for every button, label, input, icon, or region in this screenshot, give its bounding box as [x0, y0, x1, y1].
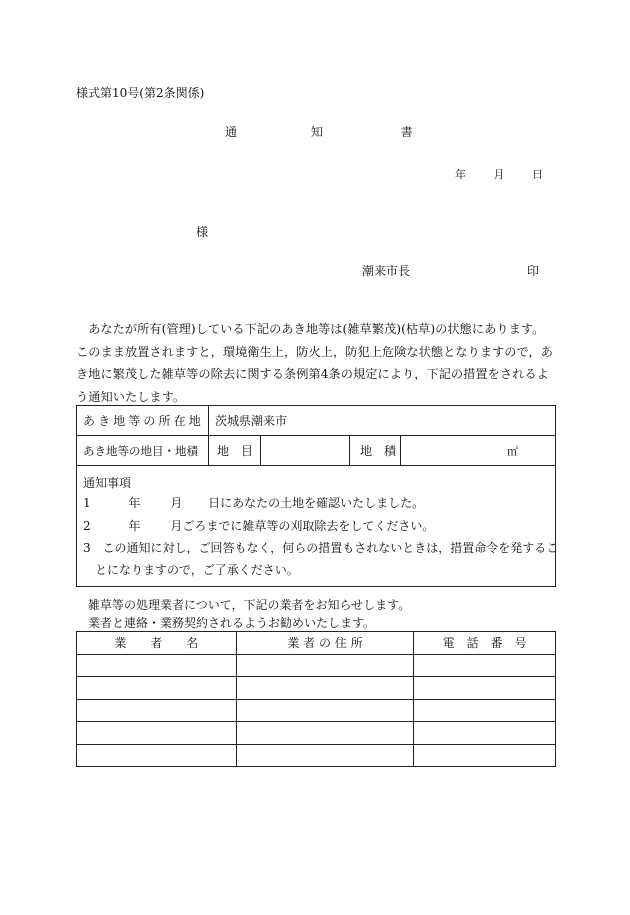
- document-title: [225, 123, 413, 140]
- notice-section: [76, 465, 559, 587]
- land-info-row: [76, 435, 556, 466]
- date-year: 年: [455, 168, 466, 181]
- sender-name: 潮来市長: [362, 264, 411, 278]
- notice-title: 通知事項: [83, 476, 132, 490]
- notice-item-month: 月: [170, 496, 183, 510]
- table-cell: [414, 677, 556, 700]
- notice-item-year: 年: [128, 519, 141, 533]
- body-paragraph: [76, 318, 556, 408]
- divider: [208, 406, 209, 435]
- title-char: 書: [400, 125, 413, 139]
- table-cell: [77, 677, 237, 700]
- header-business-name: 業 者 名: [77, 632, 237, 655]
- divider: [349, 436, 350, 465]
- location-label: あき地等の所在地: [83, 414, 204, 428]
- table-cell: [77, 654, 237, 677]
- land-info-label: あき地等の地目・地積: [83, 443, 198, 458]
- notice-item-number: 2: [83, 519, 91, 533]
- notice-item-3-continued: とになりますので，ご了承ください。: [95, 563, 299, 577]
- divider: [260, 436, 261, 465]
- table-row: [77, 744, 556, 767]
- table-row: [77, 699, 556, 722]
- notice-item-month: 月ごろまでに雑草等の刈取除去をしてください。: [170, 519, 435, 533]
- table-header-row: [77, 632, 556, 655]
- notice-item-text: この通知に対し，ご回答もなく，何らの措置もされないときは，措置命令を発するこ: [102, 541, 559, 555]
- table-cell: [236, 722, 414, 745]
- table-cell: [236, 677, 414, 700]
- footer-note-1: 雑草等の処理業者について，下記の業者をお知らせします。: [88, 598, 411, 612]
- table-cell: [236, 654, 414, 677]
- table-cell: [414, 744, 556, 767]
- notice-item-3: [83, 539, 558, 556]
- divider: [208, 436, 209, 465]
- table-cell: [414, 654, 556, 677]
- date-month: 月: [493, 168, 505, 181]
- notice-item-year: 年: [128, 496, 141, 510]
- table-row: [77, 722, 556, 745]
- divider: [400, 436, 401, 465]
- land-category-label: 地 目: [217, 444, 254, 458]
- notice-item-number: 3: [83, 541, 91, 555]
- notice-item-text: 日にあなたの土地を確認いたしました。: [208, 496, 425, 510]
- table-cell: [236, 744, 414, 767]
- table-cell: [77, 699, 237, 722]
- notice-item-2: [83, 517, 434, 534]
- header-phone-number: 電 話 番 号: [414, 632, 556, 655]
- location-row: [76, 405, 556, 436]
- location-value: 茨城県潮来市: [215, 414, 288, 428]
- notice-item-1: [83, 494, 424, 511]
- table-cell: [77, 744, 237, 767]
- table-cell: [236, 699, 414, 722]
- table-row: [77, 654, 556, 677]
- table-cell: [414, 722, 556, 745]
- land-area-label: 地 積: [360, 444, 397, 458]
- table-cell: [77, 722, 237, 745]
- form-number: 様式第10号(第2条関係): [76, 86, 205, 100]
- notice-item-number: 1: [83, 496, 91, 510]
- table-cell: [414, 699, 556, 722]
- date-day: 日: [532, 168, 543, 181]
- seal-mark: 印: [527, 264, 540, 278]
- body-text: あなたが所有(管理)している下記のあき地等は(雑草繁茂)(枯草)の状態にあります。このまま放置されますと，環境衛生上，防火上，防犯上危険な状態となりますので，あき地に繁茂した雑草等の除去に関する条例第4条の規定により，下記の措置をされるよう通知いたします。: [76, 322, 554, 404]
- addressee-suffix: 様: [196, 225, 209, 239]
- header-business-address: 業 者 の 住 所: [236, 632, 414, 655]
- land-area-unit: ㎡: [507, 444, 518, 458]
- table-row: [77, 677, 556, 700]
- footer-note-2: 業者と連絡・業務契約されるようお勧めいたします。: [88, 616, 376, 630]
- title-char: 通: [225, 125, 238, 139]
- title-char: 知: [310, 125, 323, 139]
- business-table: [76, 631, 556, 767]
- date-line: [455, 166, 543, 182]
